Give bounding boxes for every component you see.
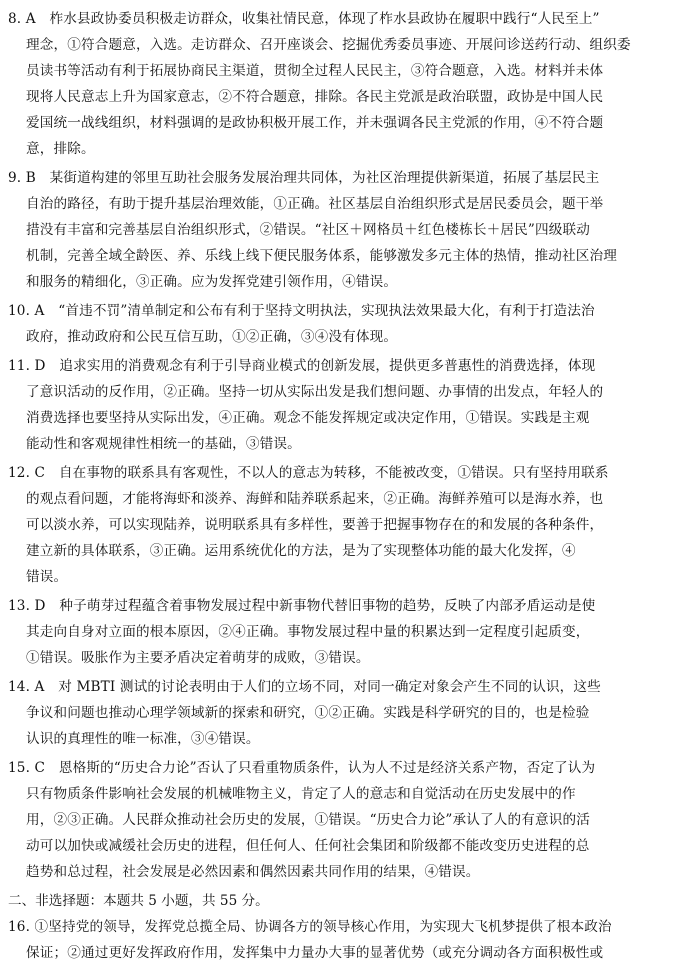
answer-text-line: 和服务的精细化，③正确。应为发挥党建引领作用，④错误。 bbox=[26, 274, 398, 290]
answer-text-line: 建立新的具体联系，③正确。运用系统优化的方法，是为了实现整体功能的最大化发挥，④ bbox=[26, 543, 576, 559]
answer-text-line: 的观点看问题，才能将海虾和淡养、海鲜和陆养联系起来，②正确。海鲜养殖可以是海水养，也 bbox=[26, 491, 604, 507]
answer-text-line: 其走向自身对立面的根本原因，②④正确。事物发展过程中量的积累达到一定程度引起质变， bbox=[26, 624, 590, 640]
answer-first-line: 12. C 自在事物的联系具有客观性，不以人的意志为转移，不能被改变，①错误。只有坚持用联系 bbox=[8, 465, 609, 481]
answer-first-line: 13. D 种子萌芽过程蕴含着事物发展过程中新事物代替旧事物的趋势，反映了内部矛盾运动是使 bbox=[8, 598, 596, 614]
answer-text-line: 动可以加快或减缓社会历史的进程，但任何人、任何社会集团和阶级都不能改变历史进程的总 bbox=[26, 838, 590, 854]
answer-text-line: 政府，推动政府和公民互信互助，①②正确，③④没有体现。 bbox=[26, 329, 398, 345]
answer-text-line: ①错误。吸胀作为主要矛盾决定着萌芽的成败，③错误。 bbox=[26, 650, 370, 666]
section-heading: 二、非选择题：本题共 5 小题，共 55 分。 bbox=[8, 893, 269, 909]
answer-text-line: 错误。 bbox=[26, 569, 68, 585]
answer-text-line: 只有物质条件影响社会发展的机械唯物主义，肯定了人的意志和自觉活动在历史发展中的作 bbox=[26, 786, 576, 802]
answer-text-line: 能动性和客观规律性相统一的基础，③错误。 bbox=[26, 436, 301, 452]
answer-text-line: 消费选择也要坚持从实际出发，④正确。观念不能发挥规定或决定作用，①错误。实践是主观 bbox=[26, 410, 590, 426]
answer-first-line: 10. A “首违不罚”清单制定和公布有利于坚持文明执法，实现执法效果最大化，有利于打造法治 bbox=[8, 303, 595, 319]
answer-text-line: 措没有丰富和完善基层自治组织形式，②错误。“社区＋网格员＋红色楼栋长＋居民”四级联动 bbox=[26, 222, 590, 238]
answer-item bbox=[8, 755, 678, 885]
answer-first-line: 15. C 恩格斯的“历史合力论”否认了只看重物质条件，认为人不过是经济关系产物，否定了认为 bbox=[8, 760, 596, 776]
answer-text-line: 理念，①符合题意，入选。走访群众、召开座谈会、挖掘优秀委员事迹、开展问诊送药行动、组织委 bbox=[26, 37, 631, 53]
answer-text-line: 认识的真理性的唯一标准，③④错误。 bbox=[26, 731, 260, 747]
answer-first-line: 8. A 柞水县政协委员积极走访群众，收集社情民意，体现了柞水县政协在履职中践行“人民至上” bbox=[8, 11, 600, 27]
answer-item bbox=[8, 165, 678, 295]
answer-text-line: 自治的路径，有助于提升基层治理效能，①正确。社区基层自治组织形式是居民委员会，题干举 bbox=[26, 196, 604, 212]
answer-item-16 bbox=[8, 914, 678, 966]
answer-text-line: 争议和问题也推动心理学领域新的探索和研究，①②正确。实践是科学研究的目的，也是检验 bbox=[26, 705, 590, 721]
answer-text-line: 意，排除。 bbox=[26, 141, 95, 157]
answer-text-line: 机制，完善全域全龄医、养、乐线上线下便民服务体系，能够激发多元主体的热情，推动社区治理 bbox=[26, 248, 617, 264]
answer-item bbox=[8, 593, 678, 671]
answer-text-line: 保证；②通过更好发挥政府作用，发挥集中力量办大事的显著优势（或充分调动各方面积极性或 bbox=[26, 945, 604, 961]
multiple-choice-explanations bbox=[8, 6, 678, 885]
answer-first-line: 9. B 某街道构建的邻里互助社会服务发展治理共同体，为社区治理提供新渠道，拓展了基层民主 bbox=[8, 170, 600, 186]
answer-text-line: 可以淡水养，可以实现陆养，说明联系具有多样性，要善于把握事物存在的和发展的各种条件， bbox=[26, 517, 604, 533]
answer-text-line: 用，②③正确。人民群众推动社会历史的发展，①错误。“历史合力论”承认了人的有意识的活 bbox=[26, 812, 590, 828]
answer-first-line: 11. D 追求实用的消费观念有利于引导商业模式的创新发展，提供更多普惠性的消费选择，体现 bbox=[8, 358, 596, 374]
answer-text-line: 趋势和总过程，社会发展是必然因素和偶然因素共同作用的结果，④错误。 bbox=[26, 864, 480, 880]
answer-item bbox=[8, 460, 678, 590]
answer-item bbox=[8, 353, 678, 457]
answer-first-line: 16. ①坚持党的领导，发挥党总揽全局、协调各方的领导核心作用，为实现大飞机梦提供了根本政治 bbox=[8, 919, 612, 935]
answer-text-line: 爱国统一战线组织，材料强调的是政协积极开展工作，并未强调各民主党派的作用，④不符合题 bbox=[26, 115, 604, 131]
answer-text-line: 了意识活动的反作用，②正确。坚持一切从实际出发是我们想问题、办事情的出发点，年轻人的 bbox=[26, 384, 604, 400]
answer-text-line: 员读书等活动有利于拓展协商民主渠道，贯彻全过程人民民主，③符合题意，入选。材料并未体 bbox=[26, 63, 604, 79]
answer-text-line: 现将人民意志上升为国家意志，②不符合题意，排除。各民主党派是政治联盟，政协是中国人民 bbox=[26, 89, 604, 105]
answer-item bbox=[8, 298, 678, 350]
answer-item bbox=[8, 674, 678, 752]
answer-item bbox=[8, 6, 678, 162]
answer-first-line: 14. A 对 MBTI 测试的讨论表明由于人们的立场不同，对同一确定对象会产生不同的认识，这些 bbox=[8, 679, 601, 695]
